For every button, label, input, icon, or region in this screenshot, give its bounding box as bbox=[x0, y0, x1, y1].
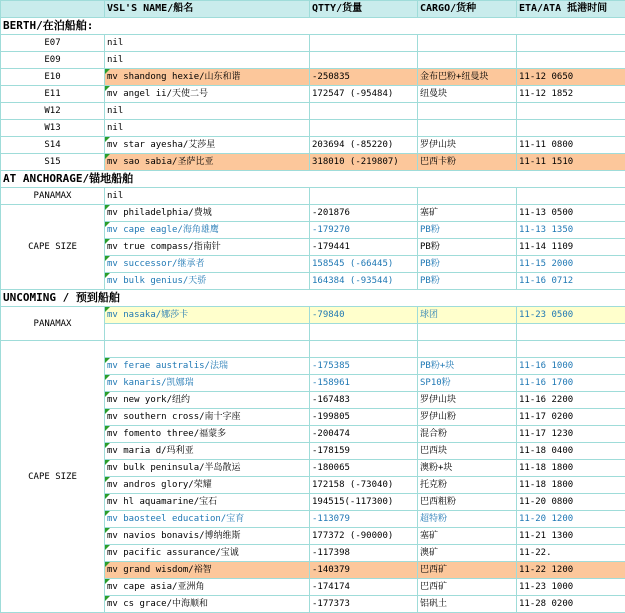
vessel-cell: mv ferae australis/法瑞 bbox=[105, 358, 310, 375]
eta-cell bbox=[517, 188, 625, 205]
cargo-cell bbox=[418, 120, 517, 137]
cargo-cell bbox=[418, 52, 517, 69]
vessel-cell: mv fomento three/福蒙多 bbox=[105, 426, 310, 443]
empty-cell bbox=[310, 324, 418, 341]
quantity-cell: -117398 bbox=[310, 545, 418, 562]
cargo-cell bbox=[418, 103, 517, 120]
vessel-cell: mv hl aquamarine/宝石 bbox=[105, 494, 310, 511]
cargo-cell: PB粉 bbox=[418, 222, 517, 239]
quantity-cell: -200474 bbox=[310, 426, 418, 443]
table-row-empty bbox=[1, 341, 625, 358]
vessel-cell: mv pacific assurance/宝诚 bbox=[105, 545, 310, 562]
vessel-cell: nil bbox=[105, 103, 310, 120]
quantity-cell: -113079 bbox=[310, 511, 418, 528]
cargo-cell: PB粉 bbox=[418, 256, 517, 273]
section-row-upcoming bbox=[1, 290, 625, 307]
table-row bbox=[1, 120, 625, 137]
quantity-cell bbox=[310, 188, 418, 205]
eta-cell: 11-28 0200 bbox=[517, 596, 625, 613]
section-title-upcoming: UNCOMING / 预到船舶 bbox=[1, 290, 625, 307]
quantity-cell: -177373 bbox=[310, 596, 418, 613]
quantity-cell: 203694 (-85220) bbox=[310, 137, 418, 154]
vessel-cell: mv navios bonavis/博纳维斯 bbox=[105, 528, 310, 545]
cargo-cell: 澳粉+块 bbox=[418, 460, 517, 477]
quantity-cell: -179441 bbox=[310, 239, 418, 256]
vessel-cell: mv star ayesha/艾莎星 bbox=[105, 137, 310, 154]
vessel-cell: mv kanaris/凯娜瑞 bbox=[105, 375, 310, 392]
header-eta: ETA/ATA 抵港时间 bbox=[517, 1, 625, 18]
empty-cell bbox=[517, 341, 625, 358]
group-label-cape-size: CAPE SIZE bbox=[1, 341, 105, 613]
quantity-cell: -167483 bbox=[310, 392, 418, 409]
eta-cell: 11-20 1200 bbox=[517, 511, 625, 528]
eta-cell bbox=[517, 120, 625, 137]
eta-cell: 11-22 1200 bbox=[517, 562, 625, 579]
eta-cell: 11-13 0500 bbox=[517, 205, 625, 222]
quantity-cell: -79840 bbox=[310, 307, 418, 324]
vessel-cell: mv new york/纽约 bbox=[105, 392, 310, 409]
cargo-cell: 巴西粗粉 bbox=[418, 494, 517, 511]
quantity-cell: -175385 bbox=[310, 358, 418, 375]
quantity-cell: 318010 (-219807) bbox=[310, 154, 418, 171]
vessel-cell: mv southern cross/南十字座 bbox=[105, 409, 310, 426]
empty-cell bbox=[418, 324, 517, 341]
quantity-cell bbox=[310, 35, 418, 52]
eta-cell: 11-23 1000 bbox=[517, 579, 625, 596]
vessel-cell: mv sao sabia/圣萨比亚 bbox=[105, 154, 310, 171]
cargo-cell: 铝矾土 bbox=[418, 596, 517, 613]
eta-cell: 11-11 0800 bbox=[517, 137, 625, 154]
group-label-cape-size: CAPE SIZE bbox=[1, 205, 105, 290]
eta-cell: 11-11 1510 bbox=[517, 154, 625, 171]
cargo-cell: 纽曼块 bbox=[418, 86, 517, 103]
section-row-anchorage bbox=[1, 171, 625, 188]
quantity-cell: 194515(-117300) bbox=[310, 494, 418, 511]
eta-cell: 11-22. bbox=[517, 545, 625, 562]
header-row bbox=[1, 1, 625, 18]
header-berth bbox=[1, 1, 105, 18]
quantity-cell: 158545 (-66445) bbox=[310, 256, 418, 273]
quantity-cell bbox=[310, 52, 418, 69]
eta-cell: 11-23 0500 bbox=[517, 307, 625, 324]
section-title-anchorage: AT ANCHORAGE/锚地船舶 bbox=[1, 171, 625, 188]
cargo-cell: 超特粉 bbox=[418, 511, 517, 528]
quantity-cell: -250835 bbox=[310, 69, 418, 86]
table-row bbox=[1, 137, 625, 154]
berth-cell: S14 bbox=[1, 137, 105, 154]
cargo-cell: 巴西块 bbox=[418, 443, 517, 460]
vessel-cell: mv successor/继承者 bbox=[105, 256, 310, 273]
empty-cell bbox=[517, 324, 625, 341]
cargo-cell: 澳矿 bbox=[418, 545, 517, 562]
header-vessel-name: VSL'S NAME/船名 bbox=[105, 1, 310, 18]
eta-cell: 11-13 1350 bbox=[517, 222, 625, 239]
cargo-cell bbox=[418, 35, 517, 52]
empty-cell bbox=[105, 341, 310, 358]
eta-cell: 11-16 0712 bbox=[517, 273, 625, 290]
berth-cell: E07 bbox=[1, 35, 105, 52]
eta-cell bbox=[517, 103, 625, 120]
eta-cell: 11-12 0650 bbox=[517, 69, 625, 86]
cargo-cell: 巴西矿 bbox=[418, 562, 517, 579]
vessel-cell: nil bbox=[105, 120, 310, 137]
berth-cell: W12 bbox=[1, 103, 105, 120]
eta-cell: 11-17 0200 bbox=[517, 409, 625, 426]
header-cargo: CARGO/货种 bbox=[418, 1, 517, 18]
table-row bbox=[1, 103, 625, 120]
section-title-berth: BERTH/在泊船舶: bbox=[1, 18, 625, 35]
table-row bbox=[1, 69, 625, 86]
eta-cell: 11-17 1230 bbox=[517, 426, 625, 443]
quantity-cell: 172158 (-73040) bbox=[310, 477, 418, 494]
vessel-cell: mv angel ii/天使二号 bbox=[105, 86, 310, 103]
eta-cell: 11-18 1800 bbox=[517, 477, 625, 494]
cargo-cell: PB粉+块 bbox=[418, 358, 517, 375]
quantity-cell: -158961 bbox=[310, 375, 418, 392]
vessel-cell: nil bbox=[105, 188, 310, 205]
quantity-cell: 172547 (-95484) bbox=[310, 86, 418, 103]
empty-cell bbox=[105, 324, 310, 341]
vessel-cell: mv bulk peninsula/半岛散运 bbox=[105, 460, 310, 477]
cargo-cell: PB粉 bbox=[418, 273, 517, 290]
group-label-panamax: PANAMAX bbox=[1, 307, 105, 341]
vessel-cell: nil bbox=[105, 52, 310, 69]
eta-cell bbox=[517, 35, 625, 52]
vessel-cell: mv grand wisdom/裕智 bbox=[105, 562, 310, 579]
cargo-cell: SP10粉 bbox=[418, 375, 517, 392]
vessel-cell: nil bbox=[105, 35, 310, 52]
cargo-cell: 球团 bbox=[418, 307, 517, 324]
group-label-panamax: PANAMAX bbox=[1, 188, 105, 205]
eta-cell: 11-18 0400 bbox=[517, 443, 625, 460]
vessel-cell: mv cape eagle/海角雄鹰 bbox=[105, 222, 310, 239]
table-row bbox=[1, 86, 625, 103]
berth-cell: S15 bbox=[1, 154, 105, 171]
vessel-cell: mv maria d/玛利亚 bbox=[105, 443, 310, 460]
cargo-cell: 罗伊山块 bbox=[418, 137, 517, 154]
berth-cell: E09 bbox=[1, 52, 105, 69]
table-row bbox=[1, 188, 625, 205]
table-row bbox=[1, 205, 625, 222]
eta-cell: 11-16 1000 bbox=[517, 358, 625, 375]
quantity-cell bbox=[310, 103, 418, 120]
quantity-cell: 164384 (-93544) bbox=[310, 273, 418, 290]
eta-cell: 11-20 0800 bbox=[517, 494, 625, 511]
vessel-cell: mv cape asia/亚洲角 bbox=[105, 579, 310, 596]
table-row bbox=[1, 154, 625, 171]
cargo-cell: 罗伊山块 bbox=[418, 392, 517, 409]
berth-cell: W13 bbox=[1, 120, 105, 137]
cargo-cell: 混合粉 bbox=[418, 426, 517, 443]
quantity-cell: -140379 bbox=[310, 562, 418, 579]
quantity-cell: -178159 bbox=[310, 443, 418, 460]
cargo-cell: 塞矿 bbox=[418, 205, 517, 222]
empty-cell bbox=[418, 341, 517, 358]
cargo-cell: 巴西矿 bbox=[418, 579, 517, 596]
vessel-cell: mv philadelphia/费城 bbox=[105, 205, 310, 222]
cargo-cell: 塞矿 bbox=[418, 528, 517, 545]
eta-cell: 11-15 2000 bbox=[517, 256, 625, 273]
quantity-cell bbox=[310, 120, 418, 137]
quantity-cell: -174174 bbox=[310, 579, 418, 596]
quantity-cell: -201876 bbox=[310, 205, 418, 222]
cargo-cell: 罗伊山粉 bbox=[418, 409, 517, 426]
eta-cell bbox=[517, 52, 625, 69]
quantity-cell: -199805 bbox=[310, 409, 418, 426]
berth-cell: E11 bbox=[1, 86, 105, 103]
vessel-cell: mv bulk genius/天骄 bbox=[105, 273, 310, 290]
eta-cell: 11-16 2200 bbox=[517, 392, 625, 409]
cargo-cell: 巴西卡粉 bbox=[418, 154, 517, 171]
vessel-cell: mv andros glory/荣耀 bbox=[105, 477, 310, 494]
section-row-berth bbox=[1, 18, 625, 35]
quantity-cell: 177372 (-90000) bbox=[310, 528, 418, 545]
table-row bbox=[1, 307, 625, 324]
empty-cell bbox=[310, 341, 418, 358]
berth-cell: E10 bbox=[1, 69, 105, 86]
eta-cell: 11-12 1852 bbox=[517, 86, 625, 103]
eta-cell: 11-21 1300 bbox=[517, 528, 625, 545]
eta-cell: 11-18 1800 bbox=[517, 460, 625, 477]
cargo-cell: 金布巴粉+纽曼块 bbox=[418, 69, 517, 86]
vessel-cell: mv nasaka/娜莎卡 bbox=[105, 307, 310, 324]
table-row bbox=[1, 52, 625, 69]
vessel-cell: mv cs grace/中海顺和 bbox=[105, 596, 310, 613]
header-quantity: QTTY/货量 bbox=[310, 1, 418, 18]
cargo-cell: PB粉 bbox=[418, 239, 517, 256]
table-row bbox=[1, 35, 625, 52]
cargo-cell: 托克粉 bbox=[418, 477, 517, 494]
vessel-cell: mv true compass/指南针 bbox=[105, 239, 310, 256]
quantity-cell: -180065 bbox=[310, 460, 418, 477]
cargo-cell bbox=[418, 188, 517, 205]
eta-cell: 11-16 1700 bbox=[517, 375, 625, 392]
quantity-cell: -179270 bbox=[310, 222, 418, 239]
vessel-cell: mv baosteel education/宝育 bbox=[105, 511, 310, 528]
vessel-cell: mv shandong hexie/山东和谐 bbox=[105, 69, 310, 86]
eta-cell: 11-14 1109 bbox=[517, 239, 625, 256]
